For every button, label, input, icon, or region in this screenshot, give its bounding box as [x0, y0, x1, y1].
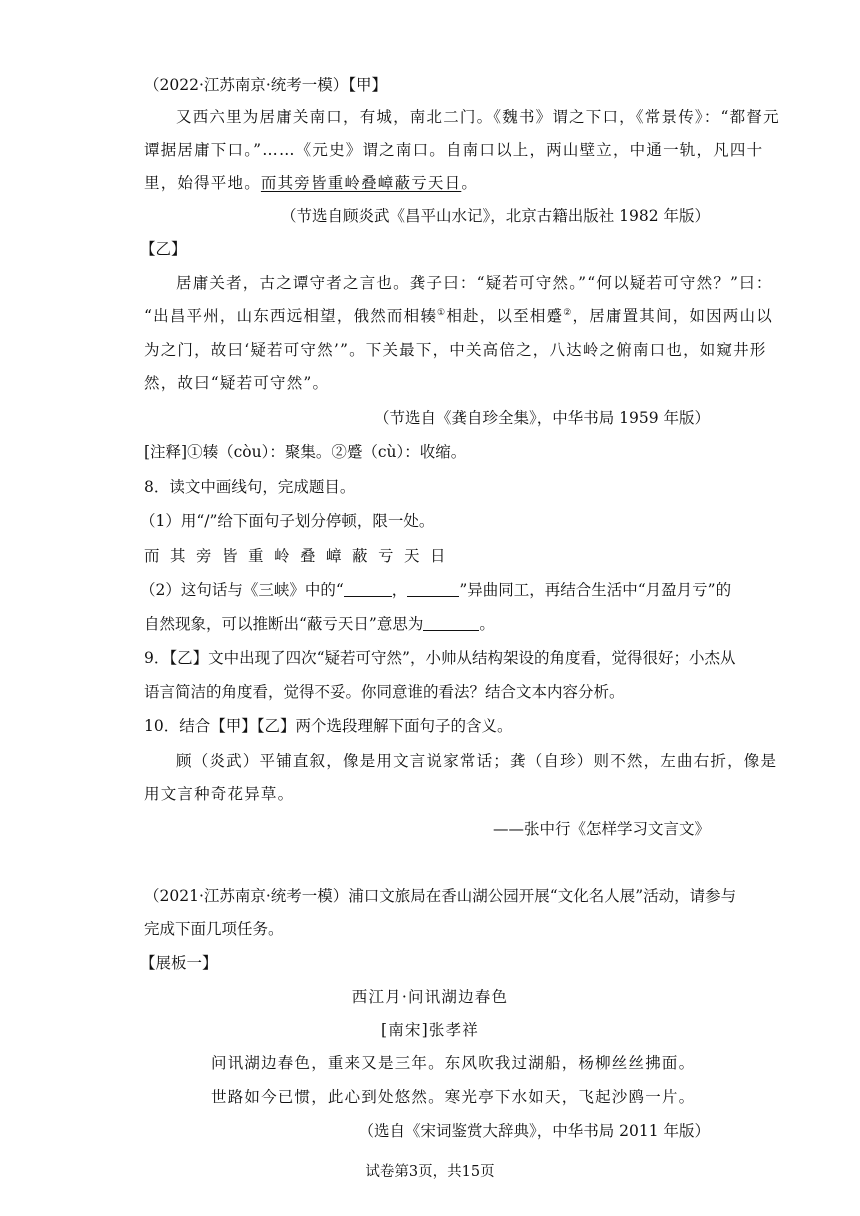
- question-8-part2: （2）这句话与《三峡》中的“ ， ”异曲同工，再结合生活中“月盈月亏”的: [140, 581, 732, 599]
- yi-passage-line: 然，故曰“疑若可守然”。: [144, 374, 330, 392]
- question-10-quote-line: 顾（炎武）平铺直叙，像是用文言说家常话；龚（自珍）则不然，左曲右折，像是: [176, 752, 778, 770]
- source-line: （2022·江苏南京·统考一模）【甲】: [144, 76, 388, 94]
- yi-citation: （节选自《龚自珍全集》，中华书局 1959 年版）: [373, 409, 710, 427]
- question-8-sentence: 而其旁皆重岭叠嶂蔽亏天日: [144, 547, 457, 565]
- section2-intro-line: （2021·江苏南京·统考一模）浦口文旅局在香山湖公园开展“文化名人展”活动，请参与: [144, 887, 737, 905]
- question-9-line: 语言简洁的角度看，觉得不妥。你同意谁的看法？结合文本内容分析。: [144, 683, 625, 701]
- footnote-marker: ①: [437, 307, 447, 318]
- poem-title: 西江月·问讯湖边春色: [351, 988, 509, 1006]
- answer-blank[interactable]: [344, 580, 392, 597]
- jia-passage-line: 谭据居庸下口。”……《元史》谓之南口。自南口以上，两山壁立，中通一轨，凡四十: [144, 141, 764, 159]
- yi-passage-line: 居庸关者，古之谭守者之言也。龚子曰：“疑若可守然。”“何以疑若可守然？”曰：: [176, 274, 773, 292]
- yi-label: 【乙】: [140, 240, 187, 258]
- board-label: 【展板一】: [140, 954, 218, 972]
- page-footer: 试卷第3页，共15页: [365, 1164, 495, 1180]
- yi-passage-line: 为之门，故曰‘疑若可守然’”。下关最下，中关高倍之，八达岭之俯南口也，如窥井形: [144, 341, 767, 359]
- underlined-sentence: 而其旁皆重岭叠嶂蔽亏天日: [260, 174, 462, 192]
- poem-author: [南宋]张孝祥: [381, 1021, 479, 1039]
- question-8-part1: （1）用“/”给下面句子划分停顿，限一处。: [140, 512, 435, 530]
- question-8-part2-line2: 自然现象，可以推断出“蔽亏天日”意思为 。: [144, 615, 495, 633]
- answer-blank[interactable]: [407, 580, 459, 597]
- yi-passage-line: “出昌平州，山东西远相望，俄然而相辏①相赴，以至相蹙②，居庸置其间，如因两山以: [144, 307, 773, 325]
- jia-citation: （节选自顾炎武《昌平山水记》，北京古籍出版社 1982 年版）: [280, 207, 710, 225]
- jia-passage-line: 里，始得平地。而其旁皆重岭叠嶂蔽亏天日。: [144, 174, 479, 192]
- annotation-note: [注释]①辏（còu）：聚集。②蹙（cù）：收缩。: [144, 443, 467, 461]
- jia-passage-line: 又西六里为居庸关南口，有城，南北二门。《魏书》谓之下口，《常景传》：“都督元: [176, 108, 780, 126]
- poem-line: 问讯湖边春色，重来又是三年。东风吹我过湖船，杨柳丝丝拂面。: [211, 1054, 696, 1072]
- poem-citation: （选自《宋词鉴赏大辞典》，中华书局 2011 年版）: [358, 1122, 710, 1140]
- answer-blank[interactable]: [423, 614, 479, 631]
- footnote-marker: ②: [563, 307, 573, 318]
- poem-line: 世路如今已惯，此心到处悠然。寒光亭下水如天，飞起沙鸥一片。: [211, 1088, 696, 1106]
- question-10-quote-source: ——张中行《怎样学习文言文》: [492, 820, 710, 838]
- section2-intro-line: 完成下面几项任务。: [144, 920, 284, 938]
- question-8-title: 8．读文中画线句，完成题目。: [144, 478, 356, 496]
- question-10-title: 10．结合【甲】【乙】两个选段理解下面句子的含义。: [144, 717, 513, 735]
- question-9-line: 9．【乙】文中出现了四次“疑若可守然”，小帅从结构架设的角度看，觉得很好；小杰从: [144, 649, 736, 667]
- question-10-quote-line: 用文言种奇花异草。: [144, 785, 295, 803]
